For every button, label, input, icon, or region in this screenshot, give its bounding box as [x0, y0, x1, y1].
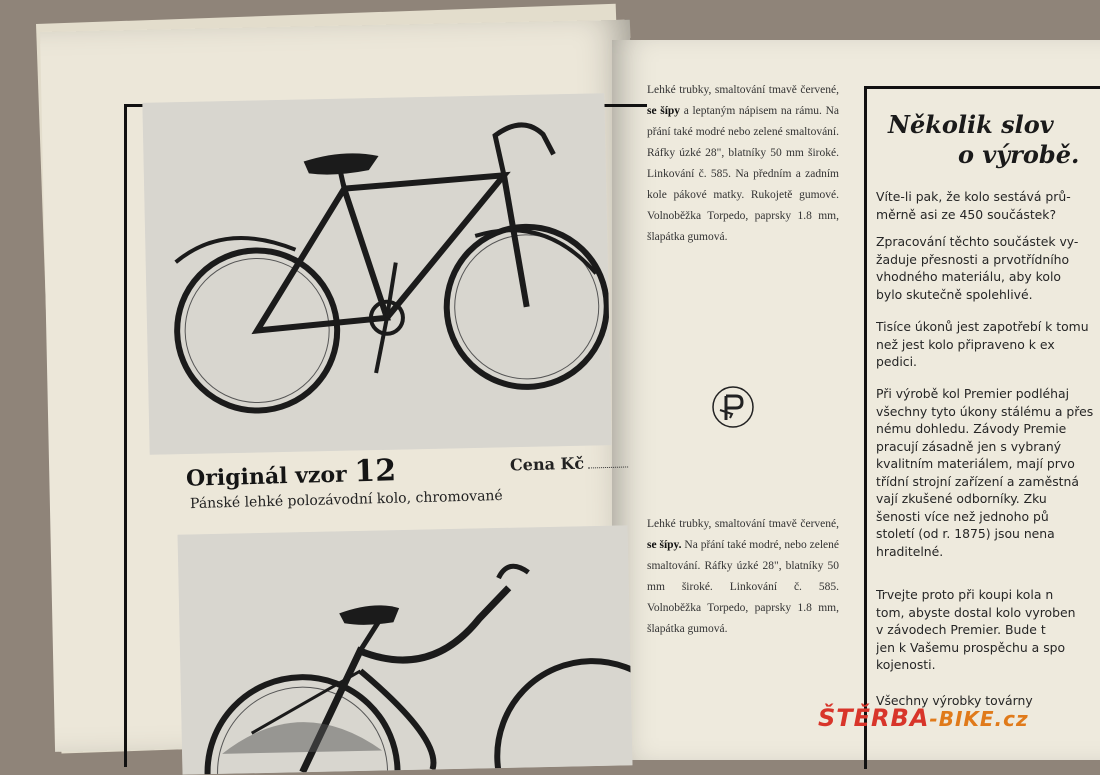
paragraph-3: Tisíce úkonů jest zapotřebí k tomu než jest kolo připraveno k ex pedici. [876, 319, 1089, 369]
paragraph-6: Všechny výrobky továrny [876, 693, 1033, 708]
watermark-domain: -BIKE.cz [929, 707, 1029, 731]
paragraph-1: Víte-li pak, že kolo sestává prů- měrně asi ze 450 součástek? [876, 189, 1071, 222]
spec-2-intro: Lehké trubky, smaltování tmavě červené, [647, 518, 839, 530]
paragraph-2: Zpracování těchto součástek vy- žaduje přesnosti a prvotřídního vhodného materiálu, aby kolo bylo skutečně spolehlivé. [876, 234, 1079, 302]
womens-bicycle-illustration [178, 525, 633, 774]
model-number: 12 [353, 453, 397, 490]
section-heading-line1: Několik slov [888, 110, 1054, 139]
spec-1-intro: Lehké trubky, smaltování tmavě červené, [647, 84, 839, 96]
paragraph-5: Trvejte proto při koupi kola n tom, abyste dostal kolo vyroben v závodech Premier. Bude t jen k Vašemu prospěchu a spo kojenosti. [876, 587, 1076, 672]
watermark-name: ŠTĚRBA [818, 704, 930, 732]
womens-bicycle-photo [178, 525, 633, 774]
section-heading-line2: o výrobě. [958, 140, 1080, 169]
spec-text-2 [647, 514, 839, 640]
spec-text-1 [647, 80, 839, 248]
watermark [818, 704, 1029, 732]
spec-1-rest: a leptaným nápisem na rámu. Na přání také modré nebo zelené smaltování. Ráfky úzké 28", blatníky 50 mm široké. Linkování č. 585. Na předním a zadním kole pákové matky. Rukojetě gumové. Volnoběžka Torpedo, paprsky 1.8 mm, šlapátka gumová. [647, 105, 839, 243]
model-subtitle: Pánské lehké polozávodní kolo, chromované [189, 487, 503, 513]
premier-logo-icon [710, 384, 756, 430]
spec-2-rest: Na přání také modré, nebo zelené smaltování. Ráfky úzké 28", blatníky 50 mm široké. Linkování č. 585. Volnoběžka Torpedo, paprsky 1.8 mm, šlapátka gumová. [647, 539, 840, 635]
spec-1-bold: se šípy [647, 105, 681, 117]
mens-bicycle-illustration [142, 93, 611, 455]
model-title [186, 453, 397, 493]
mens-bicycle-photo [142, 93, 611, 455]
price-label [510, 452, 629, 474]
price-dots [588, 466, 628, 468]
spec-2-bold: se šípy. [647, 539, 682, 551]
paragraph-4: Při výrobě kol Premier podléhaj všechny tyto úkony stálému a přes nému dohledu. Závody Premie pracují zásadně jen s vybraný kvalitním materiálem, mají prvo třídní strojní zařízení a zaměstná vají zkušené odborníky. Zku šenosti více než jednoho pů století (od r. 1875) jsou nena hraditelné. [876, 386, 1094, 559]
model-title-text: Originál vzor [185, 461, 348, 492]
price-label-text: Cena Kč [509, 453, 585, 475]
